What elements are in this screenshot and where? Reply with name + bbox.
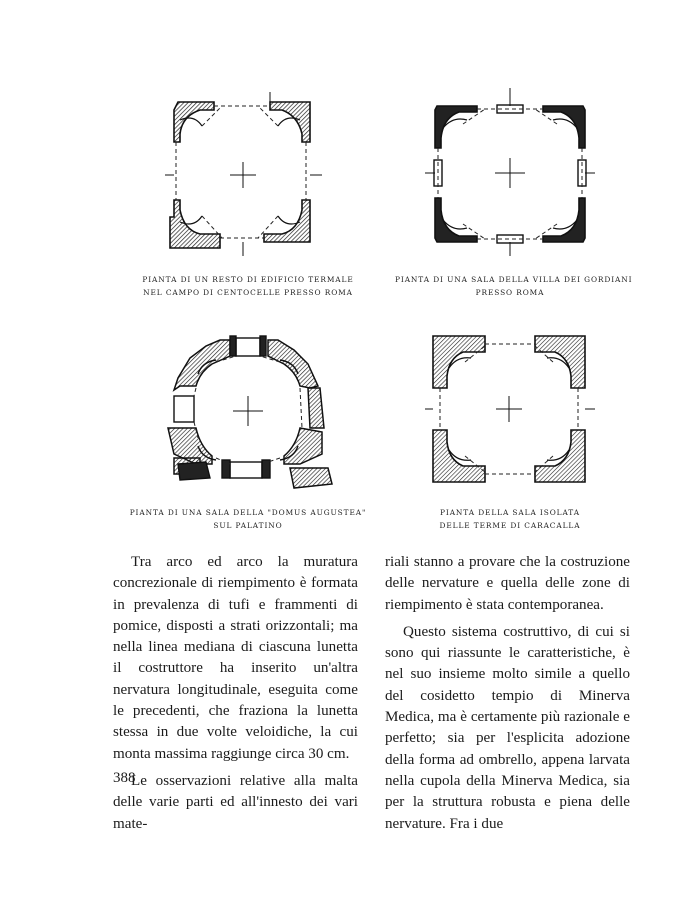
text-column-right (385, 552, 630, 835)
page-number: 388 (113, 770, 136, 786)
caption-line: PRESSO ROMA (475, 288, 545, 297)
caption-centocelle (138, 273, 358, 299)
caption-gordiani (395, 273, 633, 299)
caption-caracalla (400, 506, 620, 532)
paragraph: Le osservazioni relative alla malta delle varie parti ed all'innesto dei vari mate- (113, 772, 358, 832)
caption-line: SUL PALATINO (213, 521, 283, 530)
paragraph: riali stanno a provare che la costruzione delle nervature e quella delle zone di riempimento è stata contemporanea. (385, 554, 630, 613)
caption-line: PIANTA DI UNA SALA DELLA "DOMUS AUGUSTEA" (129, 508, 367, 517)
plan-caracalla (425, 328, 595, 490)
plan-gordiani (425, 88, 595, 258)
caption-line: PIANTA DI UNA SALA DELLA VILLA DEI GORDIANI (395, 275, 633, 284)
plan-centocelle (160, 92, 330, 257)
caption-line: PIANTA DELLA SALA ISOLATA (440, 508, 580, 517)
caption-line: PIANTA DI UN RESTO DI EDIFICIO TERMALE (142, 275, 354, 284)
paragraph: Tra arco ed arco la muratura concrezionale di riempimento è formata in prevalenza di tufi e frammenti di pomice, disposti a strati orizzontali; ma nella linea mediana di ciascuna lunetta il costruttore ha inserito un'altra nervatura longitudinale, eseguita come le precedenti, che fraziona la lunetta stessa in due volte veloidiche, la cui monta massima raggiunge circa 30 cm. (113, 554, 358, 762)
text-column-left (113, 552, 358, 835)
caption-line: DELLE TERME DI CARACALLA (439, 521, 581, 530)
plan-domus-augustea (160, 328, 335, 496)
caption-line: NEL CAMPO DI CENTOCELLE PRESSO ROMA (143, 288, 353, 297)
paragraph: Questo sistema costruttivo, di cui si sono qui riassunte le caratteristiche, è nel suo insieme molto simile a quello del cosidetto tempio di Minerva Medica, ma è certamente più razionale e perfetto; sia per l'esplicita adozione della forma ad ombrello, appena larvata nella cupola della Minerva Medica, sia per la struttura robusta e piena delle nervature. Fra i due (385, 623, 630, 832)
caption-domus-augustea (128, 506, 368, 532)
